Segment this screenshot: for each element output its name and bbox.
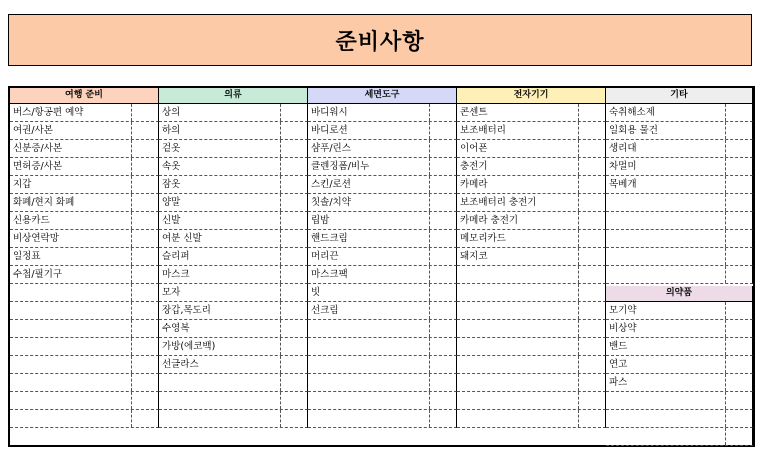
check-cell[interactable] [429, 410, 430, 427]
check-cell[interactable] [280, 392, 281, 409]
check-cell[interactable] [578, 158, 579, 175]
item-label: 샴푸/린스 [311, 143, 351, 154]
checklist-row [308, 284, 457, 302]
check-cell[interactable] [429, 140, 430, 157]
item-list-clothes [159, 104, 308, 428]
checklist-row [457, 122, 606, 140]
checklist-row [10, 356, 159, 374]
item-label: 비상연락망 [13, 233, 59, 244]
checklist-row [457, 356, 606, 374]
check-cell[interactable] [725, 122, 726, 139]
item-label: 모자 [162, 287, 181, 298]
item-label: 일회용 물건 [609, 125, 658, 136]
checklist-row [159, 194, 308, 212]
checklist-row [10, 374, 159, 392]
check-cell[interactable] [280, 104, 281, 121]
checklist-row [606, 338, 753, 356]
checklist-row [606, 410, 753, 428]
check-cell[interactable] [280, 140, 281, 157]
checklist-row [606, 140, 753, 158]
item-label: 마스크팩 [311, 269, 348, 280]
check-cell[interactable] [131, 194, 132, 211]
item-label: 신분증/사본 [13, 143, 63, 154]
column-electronics [457, 88, 606, 445]
check-cell[interactable] [131, 320, 132, 337]
check-cell[interactable] [429, 392, 430, 409]
item-label: 비상약 [609, 323, 637, 334]
check-cell[interactable] [578, 410, 579, 427]
check-cell[interactable] [725, 302, 726, 319]
checklist-row [457, 248, 606, 266]
checklist-row [606, 194, 753, 212]
item-label: 핸드크림 [311, 233, 348, 244]
checklist-row [308, 374, 457, 392]
check-cell[interactable] [578, 356, 579, 373]
checklist-row [10, 248, 159, 266]
check-cell[interactable] [578, 194, 579, 211]
item-label: 립밤 [311, 215, 330, 226]
check-cell[interactable] [429, 266, 430, 283]
checklist-row [10, 212, 159, 230]
check-cell[interactable] [429, 158, 430, 175]
checklist-row [159, 410, 308, 428]
checklist-row [308, 302, 457, 320]
check-cell[interactable] [280, 320, 281, 337]
checklist-row [457, 140, 606, 158]
section-header-others: 기타 [606, 88, 753, 104]
item-label: 바디로션 [311, 125, 348, 136]
check-cell[interactable] [280, 194, 281, 211]
check-cell[interactable] [280, 176, 281, 193]
item-label: 여분 신발 [162, 233, 202, 244]
checklist-row [10, 230, 159, 248]
check-cell[interactable] [725, 428, 726, 445]
item-label: 스킨/로션 [311, 179, 351, 190]
checklist-row [457, 212, 606, 230]
checklist-row [308, 266, 457, 284]
item-label: 바디워시 [311, 107, 348, 118]
checklist-row [457, 320, 606, 338]
check-cell[interactable] [429, 176, 430, 193]
item-label: 일정표 [13, 251, 41, 262]
item-label: 충전기 [460, 161, 488, 172]
item-label: 여권/사본 [13, 125, 53, 136]
checklist-row [457, 266, 606, 284]
check-cell[interactable] [725, 176, 726, 193]
item-label: 선글라스 [162, 359, 199, 370]
checklist-row [308, 194, 457, 212]
checklist-row [10, 266, 159, 284]
check-cell[interactable] [429, 212, 430, 229]
column-travel [10, 88, 159, 445]
item-label: 차멀미 [609, 161, 637, 172]
check-cell[interactable] [131, 176, 132, 193]
check-cell[interactable] [131, 302, 132, 319]
checklist-row [10, 320, 159, 338]
checklist-row [10, 392, 159, 410]
item-label: 장갑,목도리 [162, 305, 211, 316]
checklist-row [159, 320, 308, 338]
checklist-row [308, 122, 457, 140]
checklist-row [457, 158, 606, 176]
check-cell[interactable] [429, 248, 430, 265]
item-label: 보조배터리 충전기 [460, 197, 537, 208]
item-label: 슬리퍼 [162, 251, 190, 262]
check-cell[interactable] [725, 140, 726, 157]
checklist-row [159, 266, 308, 284]
section-header-toiletries: 세면도구 [308, 88, 457, 104]
check-cell[interactable] [280, 374, 281, 391]
check-cell[interactable] [131, 230, 132, 247]
check-cell[interactable] [280, 158, 281, 175]
check-cell[interactable] [578, 374, 579, 391]
checklist-row [159, 302, 308, 320]
check-cell[interactable] [280, 284, 281, 301]
section-header-travel: 여행 준비 [10, 88, 159, 104]
check-cell[interactable] [429, 320, 430, 337]
check-cell[interactable] [429, 302, 430, 319]
item-label: 칫솔/치약 [311, 197, 351, 208]
check-cell[interactable] [280, 338, 281, 355]
item-list-medicine [606, 302, 753, 446]
item-label: 신발 [162, 215, 181, 226]
checklist-row [159, 392, 308, 410]
item-label: 속옷 [162, 161, 181, 172]
item-label: 버스/항공편 예약 [13, 107, 84, 118]
check-cell[interactable] [131, 158, 132, 175]
item-list-toiletries [308, 104, 457, 428]
section-header-clothes: 의류 [159, 88, 308, 104]
checklist-row [606, 356, 753, 374]
checklist-row [308, 356, 457, 374]
checklist-row [606, 104, 753, 122]
checklist-row [457, 104, 606, 122]
checklist-row [159, 248, 308, 266]
checklist-row [606, 266, 753, 284]
check-cell[interactable] [725, 392, 726, 409]
checklist-row [457, 230, 606, 248]
item-label: 화폐/현지 화폐 [13, 197, 75, 208]
checklist-row [457, 176, 606, 194]
checklist-row [159, 338, 308, 356]
item-label: 숙취해소제 [609, 107, 655, 118]
checklist-row [606, 176, 753, 194]
check-cell[interactable] [429, 122, 430, 139]
check-cell[interactable] [131, 284, 132, 301]
check-cell[interactable] [280, 410, 281, 427]
checklist-grid [8, 86, 755, 447]
check-cell[interactable] [131, 122, 132, 139]
item-label: 지갑 [13, 179, 32, 190]
check-cell[interactable] [725, 410, 726, 427]
check-cell[interactable] [280, 248, 281, 265]
item-label: 면허증/사본 [13, 161, 63, 172]
checklist-row [159, 140, 308, 158]
checklist-row [10, 104, 159, 122]
checklist-row [606, 320, 753, 338]
check-cell[interactable] [131, 392, 132, 409]
checklist-row [159, 158, 308, 176]
check-cell[interactable] [280, 122, 281, 139]
check-cell[interactable] [429, 374, 430, 391]
checklist-row [308, 248, 457, 266]
item-label: 콘센트 [460, 107, 488, 118]
item-label: 밴드 [609, 341, 628, 352]
checklist-row [308, 338, 457, 356]
check-cell[interactable] [578, 176, 579, 193]
checklist-row [10, 284, 159, 302]
check-cell[interactable] [131, 266, 132, 283]
checklist-row [10, 122, 159, 140]
checklist-row [308, 104, 457, 122]
checklist-row [10, 302, 159, 320]
check-cell[interactable] [578, 320, 579, 337]
item-label: 상의 [162, 107, 181, 118]
check-cell[interactable] [578, 140, 579, 157]
item-label: 겉옷 [162, 143, 181, 154]
checklist-row [308, 140, 457, 158]
checklist-row [10, 158, 159, 176]
check-cell[interactable] [725, 338, 726, 355]
check-cell[interactable] [725, 194, 726, 211]
item-label: 신용카드 [13, 215, 50, 226]
check-cell[interactable] [280, 212, 281, 229]
check-cell[interactable] [578, 104, 579, 121]
checklist-row [606, 230, 753, 248]
check-cell[interactable] [429, 338, 430, 355]
checklist-row [159, 230, 308, 248]
item-label: 마스크 [162, 269, 190, 280]
column-clothes [159, 88, 308, 445]
checklist-row [457, 374, 606, 392]
item-label: 보조배터리 [460, 125, 506, 136]
checklist-row [457, 338, 606, 356]
checklist-row [159, 212, 308, 230]
item-label: 돼지코 [460, 251, 488, 262]
item-label: 파스 [609, 377, 628, 388]
checklist-row [308, 212, 457, 230]
item-label: 메모리카드 [460, 233, 506, 244]
title-banner [8, 14, 752, 66]
check-cell[interactable] [429, 194, 430, 211]
section-header-electronics: 전자기기 [457, 88, 606, 104]
checklist-row [606, 392, 753, 410]
check-cell[interactable] [429, 284, 430, 301]
page-title: 준비사항 [335, 29, 425, 55]
item-label: 잠옷 [162, 179, 181, 190]
checklist-row [457, 194, 606, 212]
checklist-row [10, 410, 159, 428]
checklist-row [606, 122, 753, 140]
checklist-row [457, 392, 606, 410]
checklist-row [159, 104, 308, 122]
checklist-row [308, 392, 457, 410]
check-cell[interactable] [578, 302, 579, 319]
checklist-row [10, 194, 159, 212]
item-label: 하의 [162, 125, 181, 136]
checklist-row [308, 176, 457, 194]
item-label: 목베개 [609, 179, 637, 190]
check-cell[interactable] [280, 356, 281, 373]
column-toiletries [308, 88, 457, 445]
check-cell[interactable] [578, 392, 579, 409]
checklist-row [159, 176, 308, 194]
check-cell[interactable] [280, 302, 281, 319]
check-cell[interactable] [725, 266, 726, 283]
check-cell[interactable] [280, 266, 281, 283]
check-cell[interactable] [131, 410, 132, 427]
item-label: 카메라 충전기 [460, 215, 519, 226]
checklist-row [10, 338, 159, 356]
check-cell[interactable] [131, 212, 132, 229]
checklist-row [606, 428, 753, 446]
item-label: 머리끈 [311, 251, 339, 262]
item-label: 가방(에코백) [162, 341, 216, 352]
item-label: 양말 [162, 197, 181, 208]
checklist-row [457, 410, 606, 428]
item-label: 모기약 [609, 305, 637, 316]
item-label: 카메라 [460, 179, 488, 190]
check-cell[interactable] [578, 212, 579, 229]
check-cell[interactable] [725, 158, 726, 175]
check-cell[interactable] [578, 338, 579, 355]
check-cell[interactable] [280, 230, 281, 247]
checklist-row [606, 302, 753, 320]
checklist-row [606, 374, 753, 392]
checklist-row [457, 284, 606, 302]
checklist-row [159, 284, 308, 302]
checklist-row [159, 122, 308, 140]
check-cell[interactable] [429, 230, 430, 247]
check-cell[interactable] [578, 122, 579, 139]
section-header-medicine: 의약품 [606, 286, 753, 302]
check-cell[interactable] [131, 338, 132, 355]
checklist-row [308, 230, 457, 248]
check-cell[interactable] [429, 104, 430, 121]
checklist-row [308, 320, 457, 338]
checklist-row [159, 356, 308, 374]
checklist-row [10, 176, 159, 194]
check-cell[interactable] [578, 248, 579, 265]
check-cell[interactable] [131, 356, 132, 373]
item-label: 수첩/필기구 [13, 269, 63, 280]
check-cell[interactable] [725, 356, 726, 373]
item-label: 수영복 [162, 323, 190, 334]
checklist-row [10, 140, 159, 158]
check-cell[interactable] [131, 104, 132, 121]
check-cell[interactable] [725, 374, 726, 391]
checklist-row [159, 374, 308, 392]
check-cell[interactable] [578, 284, 579, 301]
check-cell[interactable] [725, 320, 726, 337]
check-cell[interactable] [725, 104, 726, 121]
checklist-row [457, 302, 606, 320]
item-label: 생리대 [609, 143, 637, 154]
checklist-row [606, 248, 753, 266]
item-label: 이어폰 [460, 143, 488, 154]
item-list-others [606, 104, 753, 284]
check-cell[interactable] [578, 230, 579, 247]
check-cell[interactable] [725, 230, 726, 247]
check-cell[interactable] [725, 212, 726, 229]
item-label: 선크림 [311, 305, 339, 316]
item-list-travel [10, 104, 159, 428]
item-label: 빗 [311, 287, 321, 298]
check-cell[interactable] [131, 140, 132, 157]
check-cell[interactable] [131, 374, 132, 391]
column-others [606, 88, 753, 445]
item-label: 클렌징폼/비누 [311, 161, 370, 172]
check-cell[interactable] [429, 356, 430, 373]
item-label: 연고 [609, 359, 628, 370]
check-cell[interactable] [725, 248, 726, 265]
checklist-row [308, 158, 457, 176]
checklist-row [606, 158, 753, 176]
checklist-row [308, 410, 457, 428]
check-cell[interactable] [578, 266, 579, 283]
item-list-electronics [457, 104, 606, 428]
check-cell[interactable] [131, 248, 132, 265]
checklist-row [606, 212, 753, 230]
